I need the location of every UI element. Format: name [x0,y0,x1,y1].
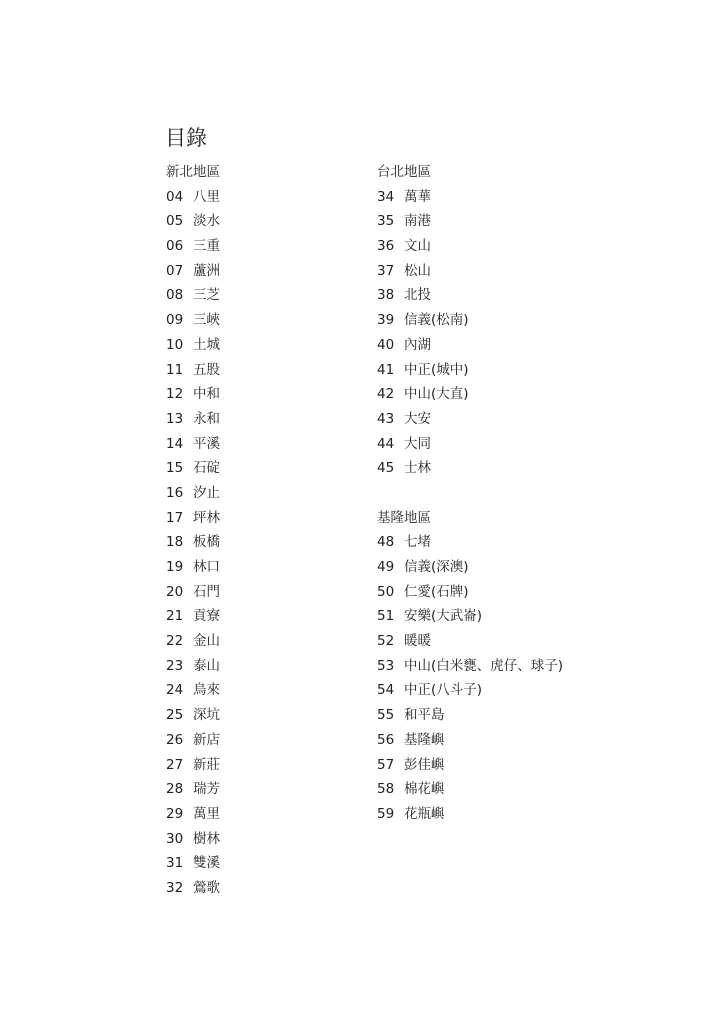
entry-page-number: 58 [377,781,395,798]
toc-entry [377,777,617,802]
toc-entry [377,678,617,703]
toc-entry [166,530,366,555]
entry-page-number: 14 [166,435,184,452]
entry-district-name: 萬華 [404,188,431,205]
entry-page-number: 26 [166,731,184,748]
entry-district-name: 信義(深澳) [404,559,469,575]
toc-region-section [377,506,617,827]
toc-entry-list [377,185,617,481]
toc-entry [377,283,617,308]
toc-entry [166,382,366,407]
entry-district-name: 文山 [404,238,431,255]
toc-entry [377,629,617,654]
entry-page-number: 07 [166,262,184,279]
entry-page-number: 22 [166,633,184,650]
entry-district-name: 中山(白米甕、虎仔、球子) [404,657,564,674]
entry-district-name: 板橋 [193,534,220,551]
toc-entry [166,259,366,284]
toc-entry [166,456,366,481]
entry-page-number: 35 [377,213,395,230]
toc-entry [377,382,617,407]
toc-entry [377,753,617,778]
entry-district-name: 中山(大直) [404,386,469,403]
entry-district-name: 泰山 [193,657,220,674]
entry-district-name: 土城 [193,336,220,353]
toc-entry [166,555,366,580]
toc-entry [377,407,617,432]
entry-district-name: 花瓶嶼 [404,805,445,822]
entry-district-name: 內湖 [404,336,431,353]
entry-page-number: 52 [377,633,395,650]
toc-entry [166,234,366,259]
entry-page-number: 50 [377,583,395,600]
entry-district-name: 林口 [193,559,220,575]
entry-district-name: 雙溪 [193,855,220,872]
toc-entry [166,654,366,679]
toc-entry [166,432,366,457]
entry-page-number: 04 [166,188,184,205]
toc-entry [166,506,366,531]
toc-entry [166,802,366,827]
entry-page-number: 53 [377,657,395,674]
toc-entry [166,604,366,629]
toc-entry [166,777,366,802]
entry-district-name: 信義(松南) [404,312,469,329]
entry-page-number: 19 [166,559,184,575]
entry-page-number: 38 [377,287,395,304]
toc-entry [377,259,617,284]
entry-district-name: 淡水 [193,213,220,230]
entry-district-name: 中正(城中) [404,361,469,378]
entry-district-name: 八里 [193,188,220,205]
entry-district-name: 松山 [404,262,431,279]
entry-district-name: 五股 [193,361,220,378]
entry-page-number: 51 [377,608,395,625]
toc-entry [166,728,366,753]
entry-district-name: 和平島 [404,707,445,724]
group-spacer [377,481,617,506]
entry-page-number: 12 [166,386,184,403]
entry-district-name: 三芝 [193,287,220,304]
toc-entry [166,580,366,605]
toc-entry-list [166,185,366,901]
entry-page-number: 24 [166,682,184,699]
entry-district-name: 北投 [404,287,431,304]
entry-district-name: 三峽 [193,312,220,329]
toc-entry [377,530,617,555]
entry-page-number: 32 [166,879,184,896]
toc-entry [377,802,617,827]
entry-district-name: 士林 [404,460,431,477]
entry-page-number: 08 [166,287,184,304]
toc-column-right [377,160,617,827]
toc-entry [166,703,366,728]
entry-page-number: 30 [166,830,184,847]
page-title: 目錄 [165,126,207,150]
entry-page-number: 23 [166,657,184,674]
entry-district-name: 安樂(大武崙) [404,608,483,625]
entry-page-number: 28 [166,781,184,798]
toc-entry [166,876,366,901]
entry-page-number: 17 [166,509,184,526]
entry-page-number: 27 [166,756,184,773]
entry-district-name: 大安 [404,410,431,427]
entry-page-number: 25 [166,707,184,724]
entry-district-name: 貢寮 [193,608,220,625]
toc-entry [377,185,617,210]
entry-district-name: 坪林 [193,509,220,526]
entry-page-number: 16 [166,484,184,501]
entry-page-number: 44 [377,435,395,452]
entry-district-name: 新店 [193,731,220,748]
entry-district-name: 平溪 [193,435,220,452]
entry-district-name: 蘆洲 [193,262,220,279]
entry-district-name: 深坑 [193,707,220,724]
entry-page-number: 13 [166,410,184,427]
entry-district-name: 中正(八斗子) [404,682,483,699]
toc-column-left [166,160,366,901]
entry-page-number: 06 [166,238,184,255]
entry-page-number: 42 [377,386,395,403]
entry-district-name: 新莊 [193,756,220,773]
entry-district-name: 永和 [193,410,220,427]
entry-page-number: 39 [377,312,395,329]
toc-entry [166,308,366,333]
entry-district-name: 仁愛(石牌) [404,583,469,600]
entry-page-number: 15 [166,460,184,477]
toc-entry [377,358,617,383]
toc-entry [377,728,617,753]
entry-district-name: 汐止 [193,484,220,501]
entry-page-number: 18 [166,534,184,551]
entry-page-number: 48 [377,534,395,551]
entry-page-number: 54 [377,682,395,699]
entry-district-name: 南港 [404,213,431,230]
toc-entry [377,555,617,580]
entry-page-number: 36 [377,238,395,255]
entry-page-number: 43 [377,410,395,427]
toc-entry [166,185,366,210]
toc-entry [166,678,366,703]
toc-entry [377,703,617,728]
toc-entry [377,580,617,605]
entry-district-name: 石門 [193,583,220,600]
toc-entry [166,358,366,383]
entry-page-number: 11 [166,361,184,378]
entry-page-number: 45 [377,460,395,477]
region-heading: 基隆地區 [377,509,431,526]
entry-district-name: 暖暖 [404,633,431,650]
toc-entry [166,407,366,432]
entry-district-name: 瑞芳 [193,781,220,798]
toc-entry [377,456,617,481]
entry-district-name: 大同 [404,435,431,452]
entry-district-name: 中和 [193,386,220,403]
toc-entry [377,234,617,259]
entry-district-name: 三重 [193,238,220,255]
toc-entry [377,604,617,629]
entry-district-name: 基隆嶼 [404,731,445,748]
toc-entry [377,654,617,679]
entry-page-number: 05 [166,213,184,230]
toc-region-section [377,160,617,481]
entry-district-name: 烏來 [193,682,220,699]
toc-entry [166,629,366,654]
entry-district-name: 金山 [193,633,220,650]
toc-entry [166,851,366,876]
toc-entry [166,753,366,778]
toc-entry [166,283,366,308]
toc-entry [166,333,366,358]
toc-entry [377,333,617,358]
toc-region-section [166,160,366,901]
entry-district-name: 萬里 [193,805,220,822]
entry-page-number: 20 [166,583,184,600]
entry-page-number: 57 [377,756,395,773]
entry-district-name: 石碇 [193,460,220,477]
entry-page-number: 10 [166,336,184,353]
toc-entry [166,481,366,506]
entry-district-name: 彭佳嶼 [404,756,445,773]
entry-page-number: 29 [166,805,184,822]
toc-entry [377,308,617,333]
region-heading: 台北地區 [377,164,431,180]
entry-page-number: 49 [377,559,395,575]
region-heading: 新北地區 [166,164,220,180]
toc-entry [377,432,617,457]
entry-page-number: 59 [377,805,395,822]
entry-page-number: 37 [377,262,395,279]
entry-page-number: 09 [166,312,184,329]
toc-entry [166,209,366,234]
toc-entry-list [377,530,617,826]
entry-district-name: 鶯歌 [193,879,220,896]
entry-page-number: 55 [377,707,395,724]
entry-page-number: 31 [166,855,184,872]
toc-entry [377,209,617,234]
entry-page-number: 56 [377,731,395,748]
toc-entry [166,827,366,852]
entry-district-name: 棉花嶼 [404,781,445,798]
entry-page-number: 34 [377,188,395,205]
entry-page-number: 21 [166,608,184,625]
entry-page-number: 40 [377,336,395,353]
entry-district-name: 七堵 [404,534,431,551]
entry-page-number: 41 [377,361,395,378]
entry-district-name: 樹林 [193,830,220,847]
